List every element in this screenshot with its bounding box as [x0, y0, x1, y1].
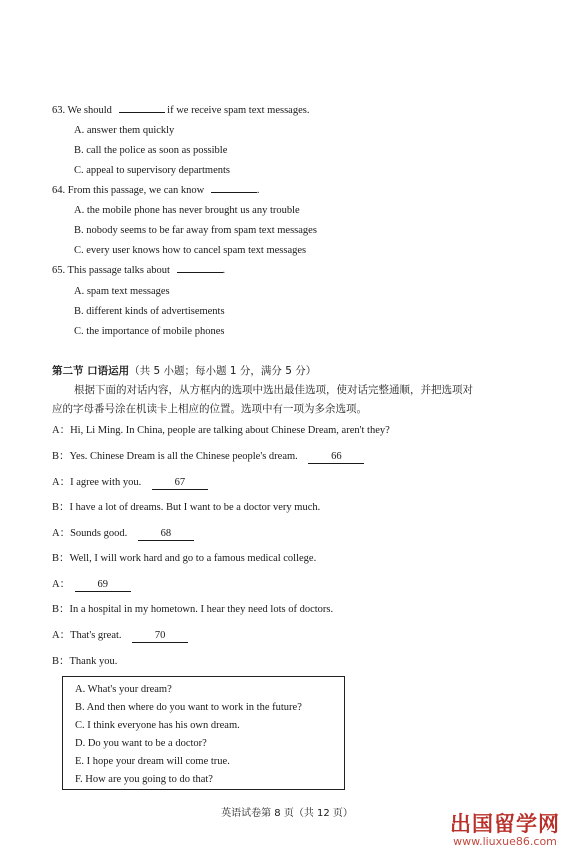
- watermark-text: 出国留学网: [450, 812, 560, 836]
- section-title: [52, 364, 316, 378]
- dialogue-line: [52, 629, 188, 643]
- dialogue-line: [52, 655, 117, 669]
- dialogue-line: [52, 578, 131, 592]
- box-option: D. Do you want to be a doctor?: [75, 738, 207, 749]
- section-instruction: 应的字母番号涂在机读卡上相应的位置。选项中有一项为多余选项。: [52, 403, 367, 415]
- dialogue-text: A：Hi, Li Ming. In China, people are talking about Chinese Dream, aren't they?: [52, 425, 390, 436]
- dialogue-line: [52, 450, 364, 464]
- dialogue-text: B：Well, I will work hard and go to a famous medical college.: [52, 553, 317, 564]
- option: C. appeal to supervisory departments: [74, 165, 231, 176]
- answer-blank-69: 69: [75, 579, 131, 592]
- option: C. every user knows how to cancel spam text messages: [74, 245, 307, 256]
- dialogue-line: [52, 603, 333, 617]
- answer-blank: [119, 112, 165, 113]
- watermark-url: www.liuxue86.com: [453, 835, 557, 848]
- dialogue-text: A：I agree with you.: [52, 477, 142, 488]
- question-stem-text: .: [256, 185, 260, 196]
- box-option: E. I hope your dream will come true.: [75, 756, 230, 767]
- answer-blank-68: 68: [138, 528, 194, 541]
- answer-blank-67: 67: [152, 477, 208, 490]
- dialogue-line: [52, 552, 316, 566]
- section-subtitle: （共 5 小题；每小题 1 分，满分 5 分）: [129, 365, 317, 377]
- question-stem-text: if we receive spam text messages.: [167, 105, 310, 116]
- section-title-text: 第二节 口语运用: [52, 365, 130, 377]
- box-option: A. What's your dream?: [75, 684, 172, 695]
- box-option: F. How are you going to do that?: [75, 774, 213, 785]
- question-stem-text: .: [222, 265, 226, 276]
- option: A. the mobile phone has never brought us any trouble: [74, 205, 300, 216]
- dialogue-line: [52, 476, 208, 490]
- option: B. call the police as soon as possible: [74, 145, 228, 156]
- box-option: B. And then where do you want to work in the future?: [75, 702, 302, 713]
- dialogue-line: [52, 501, 320, 515]
- question-stem-text: 64. From this passage, we can know: [52, 185, 205, 196]
- box-option: C. I think everyone has his own dream.: [75, 720, 240, 731]
- dialogue-text: B：I have a lot of dreams. But I want to be a doctor very much.: [52, 502, 321, 513]
- option: B. different kinds of advertisements: [74, 306, 225, 317]
- dialogue-text: A：Sounds good.: [52, 528, 128, 539]
- options-box: [62, 676, 345, 790]
- answer-blank-70: 70: [132, 630, 188, 643]
- answer-blank: [211, 192, 257, 193]
- question-64-stem: [52, 184, 259, 198]
- question-65-stem: [52, 264, 225, 278]
- dialogue-text: B：Thank you.: [52, 656, 118, 667]
- dialogue-text: A：: [52, 579, 71, 590]
- site-watermark: [450, 812, 560, 848]
- dialogue-line: [52, 527, 194, 541]
- page-footer: 英语试卷第 8 页（共 12 页）: [221, 808, 353, 819]
- answer-blank: [177, 272, 223, 273]
- answer-blank-66: 66: [308, 451, 364, 464]
- dialogue-text: A：That's great.: [52, 630, 122, 641]
- option: B. nobody seems to be far away from spam text messages: [74, 225, 317, 236]
- dialogue-text: B：Yes. Chinese Dream is all the Chinese people's dream.: [52, 451, 298, 462]
- dialogue-text: B：In a hospital in my hometown. I hear they need lots of doctors.: [52, 604, 334, 615]
- section-instruction: 根据下面的对话内容，从方框内的选项中选出最佳选项，使对话完整通顺，并把选项对: [74, 384, 473, 396]
- option: A. spam text messages: [74, 286, 170, 297]
- dialogue-line: [52, 424, 390, 438]
- question-stem-text: 63. We should: [52, 105, 112, 116]
- question-63-stem: [52, 104, 309, 118]
- option: A. answer them quickly: [74, 125, 175, 136]
- option: C. the importance of mobile phones: [74, 326, 225, 337]
- question-stem-text: 65. This passage talks about: [52, 265, 170, 276]
